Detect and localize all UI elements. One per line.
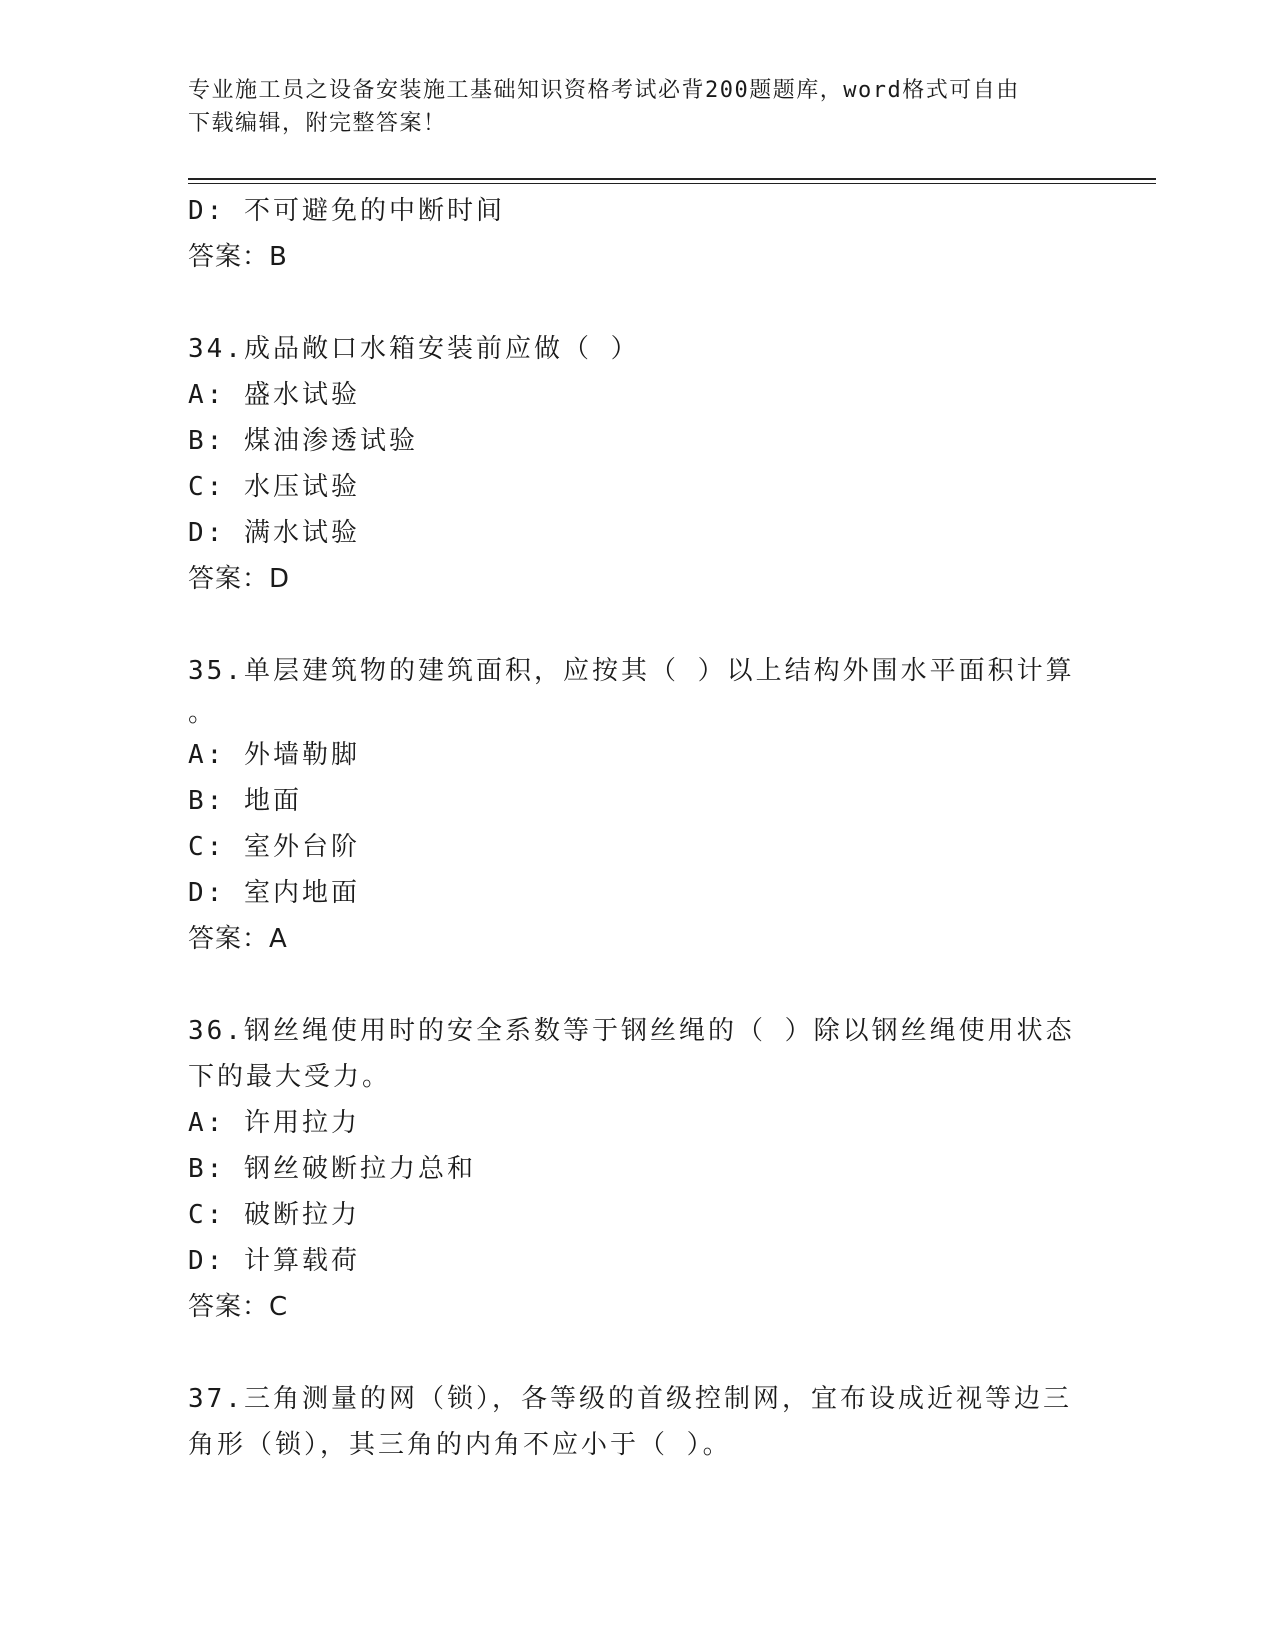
option-a: A: 外墙勒脚 [188,740,360,770]
option-d: D: 计算载荷 [188,1246,360,1276]
spacer [188,602,1088,648]
document-header [188,74,1068,140]
question-text: 35.单层建筑物的建筑面积，应按其（ ）以上结构外围水平面积计算 [188,656,1075,686]
question-text: 37.三角测量的网（锁），各等级的首级控制网，宜布设成近视等边三 [188,1384,1072,1414]
question-list [188,188,1088,1468]
option-b: B: 煤油渗透试验 [188,426,418,456]
question-text-continuation: 。 [188,698,218,728]
question-text-continuation: 角形（锁），其三角的内角不应小于（ ）。 [188,1430,732,1460]
question-34 [188,326,1088,602]
question-35 [188,648,1088,962]
question-37 [188,1376,1088,1468]
header-line-2: 下载编辑，附完整答案！ [188,111,447,136]
option-a: A: 许用拉力 [188,1108,360,1138]
option-a: A: 盛水试验 [188,380,360,410]
option-c: C: 破断拉力 [188,1200,360,1230]
question-text: 36.钢丝绳使用时的安全系数等于钢丝绳的（ ）除以钢丝绳使用状态 [188,1016,1075,1046]
answer-line: 答案：D [188,564,291,594]
spacer [188,280,1088,326]
previous-question-tail [188,188,1088,280]
spacer [188,1330,1088,1376]
question-text-continuation: 下的最大受力。 [188,1062,392,1092]
option-d: D: 满水试验 [188,518,360,548]
answer-line: 答案：B [188,242,288,272]
header-divider-thin [188,183,1156,184]
header-divider-thick [188,178,1156,180]
option-c: C: 水压试验 [188,472,360,502]
question-36 [188,1008,1088,1330]
question-text: 34.成品敞口水箱安装前应做（ ） [188,334,640,364]
answer-line: 答案：A [188,924,288,954]
answer-line: 答案：C [188,1292,289,1322]
option-d: D: 不可避免的中断时间 [188,196,505,226]
option-d: D: 室内地面 [188,878,360,908]
option-b: B: 钢丝破断拉力总和 [188,1154,476,1184]
option-c: C: 室外台阶 [188,832,360,862]
header-line-1: 专业施工员之设备安装施工基础知识资格考试必背200题题库，word格式可自由 [188,78,1020,103]
spacer [188,962,1088,1008]
option-b: B: 地面 [188,786,302,816]
